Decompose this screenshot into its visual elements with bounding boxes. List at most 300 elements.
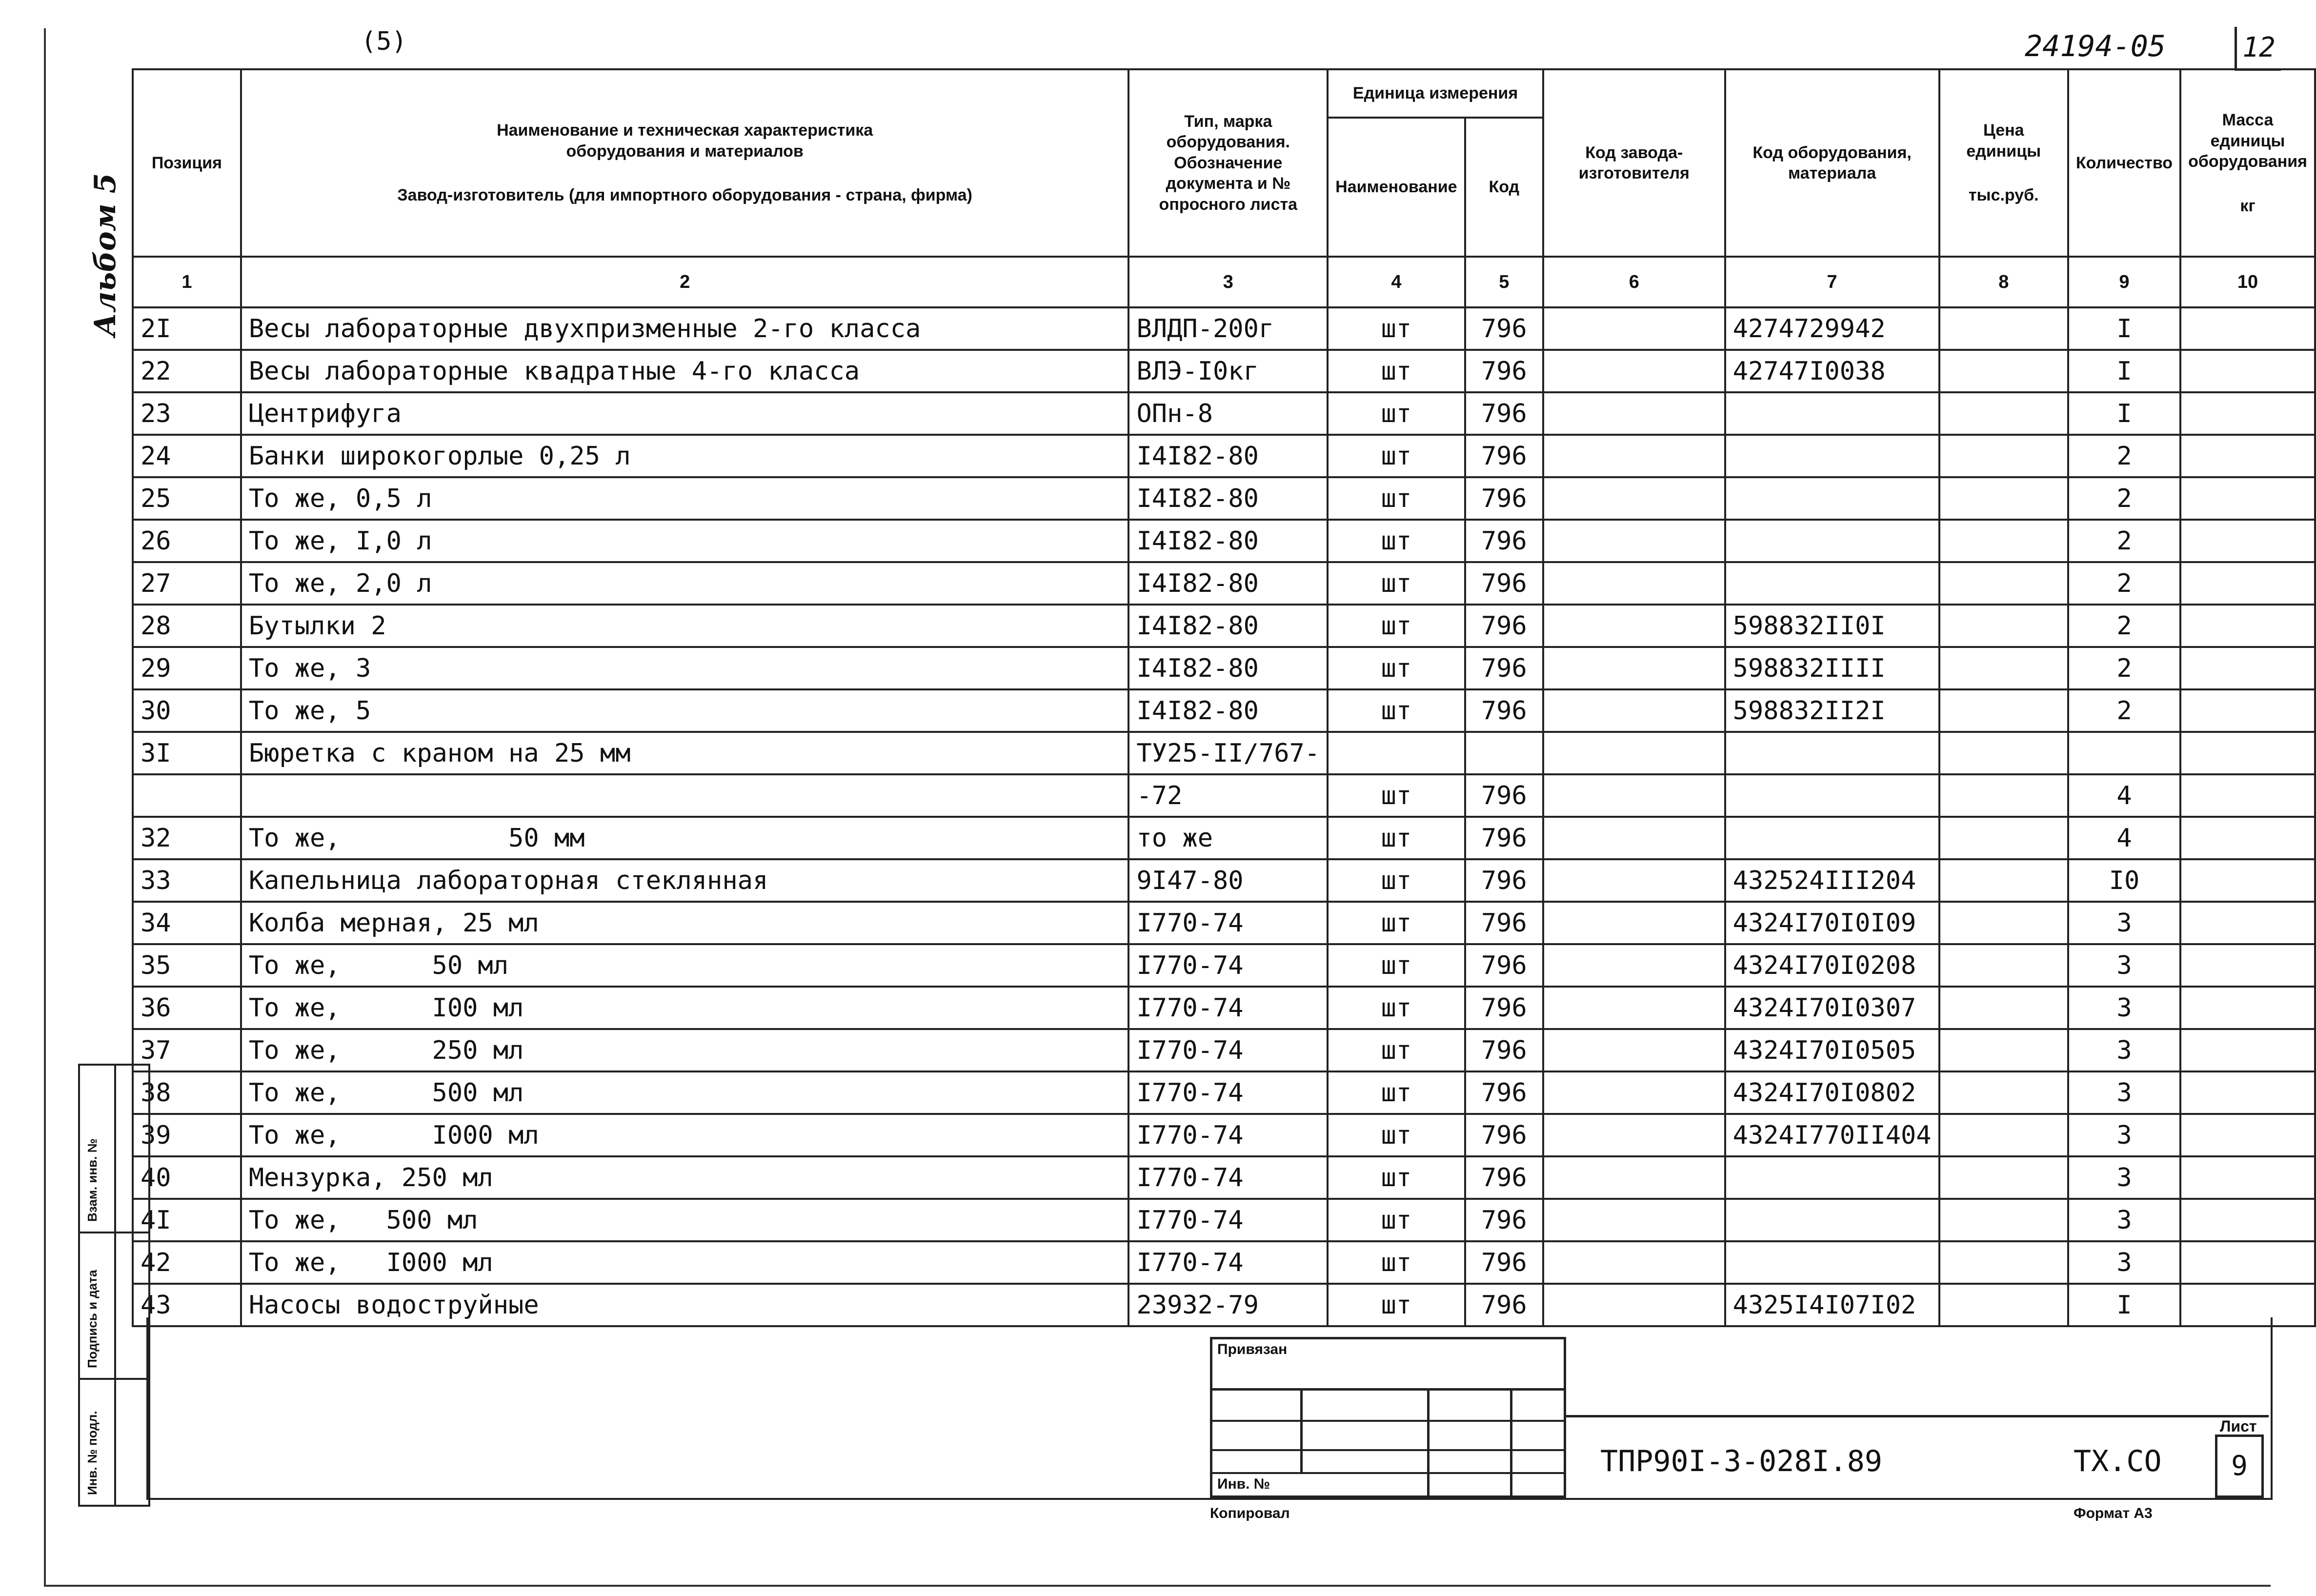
cell-maker-code xyxy=(1543,605,1725,647)
cell-type: I770-74 xyxy=(1128,1114,1328,1156)
cell-equip-code xyxy=(1725,732,1939,774)
cell-name: Бутылки 2 xyxy=(241,605,1129,647)
table-row xyxy=(133,1199,2315,1241)
cell-quantity: I0 xyxy=(2068,859,2180,902)
cell-quantity: I xyxy=(2068,392,2180,435)
cell-equip-code: 4324I70I0307 xyxy=(1725,987,1939,1029)
cell-quantity: 2 xyxy=(2068,689,2180,732)
cell-mass xyxy=(2180,605,2315,647)
cell-price xyxy=(1939,1029,2068,1071)
attached-label: Привязан xyxy=(1217,1341,1288,1357)
cell-quantity xyxy=(2068,732,2180,774)
cell-name: То же, 50 мл xyxy=(241,944,1129,987)
cell-maker-code xyxy=(1543,647,1725,689)
cell-type: I770-74 xyxy=(1128,1156,1328,1199)
cell-equip-code: 4324I70I0505 xyxy=(1725,1029,1939,1071)
cell-unit-code: 796 xyxy=(1465,350,1543,392)
cell-type: 23932-79 xyxy=(1128,1284,1328,1326)
cell-name: Весы лабораторные двухпризменные 2-го класса xyxy=(241,307,1129,350)
cell-unit-code: 796 xyxy=(1465,774,1543,817)
cell-unit: шт xyxy=(1328,774,1465,817)
cell-equip-code: 598832IIII xyxy=(1725,647,1939,689)
cell-mass xyxy=(2180,944,2315,987)
copied-by-label: Копировал xyxy=(1210,1505,1290,1521)
grid-line xyxy=(1510,1388,1512,1495)
cell-mass xyxy=(2180,732,2315,774)
col-header-type: Тип, марка оборудования. Обозначение документа и № опросного листа xyxy=(1128,69,1328,257)
cell-maker-code xyxy=(1543,987,1725,1029)
cell-price xyxy=(1939,435,2068,477)
cell-unit: шт xyxy=(1328,307,1465,350)
cell-maker-code xyxy=(1543,689,1725,732)
cell-unit: шт xyxy=(1328,350,1465,392)
cell-quantity: 2 xyxy=(2068,647,2180,689)
cell-position: 40 xyxy=(133,1156,241,1199)
cell-maker-code xyxy=(1543,350,1725,392)
table-row xyxy=(133,1156,2315,1199)
cell-name: То же, I000 мл xyxy=(241,1241,1129,1284)
cell-unit: шт xyxy=(1328,647,1465,689)
cell-type: I4I82-80 xyxy=(1128,562,1328,605)
cell-unit-code: 796 xyxy=(1465,520,1543,562)
mass-header-unit: кг xyxy=(2240,196,2256,215)
cell-price xyxy=(1939,307,2068,350)
title-block-attachment xyxy=(1210,1337,1566,1498)
cell-unit: шт xyxy=(1328,859,1465,902)
table-row xyxy=(133,562,2315,605)
mass-header-text: Масса единицы оборудования xyxy=(2188,111,2307,171)
album-text: Альбом 5 xyxy=(88,173,122,337)
cell-unit xyxy=(1328,732,1465,774)
column-number: 2 xyxy=(241,257,1129,307)
table-row xyxy=(133,520,2315,562)
cell-price xyxy=(1939,1114,2068,1156)
stamp-label-signature: Подпись и дата xyxy=(85,1270,100,1368)
table-row xyxy=(133,435,2315,477)
cell-quantity: 3 xyxy=(2068,1156,2180,1199)
cell-quantity: 3 xyxy=(2068,1199,2180,1241)
cell-unit-code: 796 xyxy=(1465,902,1543,944)
cell-name: То же, 0,5 л xyxy=(241,477,1129,520)
cell-unit-code: 796 xyxy=(1465,1241,1543,1284)
cell-equip-code xyxy=(1725,1241,1939,1284)
cell-equip-code xyxy=(1725,392,1939,435)
table-row xyxy=(133,350,2315,392)
cell-equip-code: 598832II0I xyxy=(1725,605,1939,647)
stamp-label-original-inv: Инв. № подл. xyxy=(85,1411,100,1495)
table-row xyxy=(133,859,2315,902)
cell-price xyxy=(1939,902,2068,944)
cell-mass xyxy=(2180,307,2315,350)
cell-position: 25 xyxy=(133,477,241,520)
cell-unit: шт xyxy=(1328,435,1465,477)
cell-type: I770-74 xyxy=(1128,1029,1328,1071)
cell-unit-code: 796 xyxy=(1465,1199,1543,1241)
table-row xyxy=(133,987,2315,1029)
table-row xyxy=(133,1029,2315,1071)
column-number: 1 xyxy=(133,257,241,307)
column-number: 6 xyxy=(1543,257,1725,307)
cell-price xyxy=(1939,817,2068,859)
cell-unit: шт xyxy=(1328,1241,1465,1284)
table-row xyxy=(133,1241,2315,1284)
cell-unit-code: 796 xyxy=(1465,647,1543,689)
cell-maker-code xyxy=(1543,1241,1725,1284)
table-row xyxy=(133,477,2315,520)
cell-mass xyxy=(2180,902,2315,944)
cell-price xyxy=(1939,944,2068,987)
cell-equip-code xyxy=(1725,562,1939,605)
table-row xyxy=(133,392,2315,435)
cell-equip-code xyxy=(1725,435,1939,477)
cell-type: I4I82-80 xyxy=(1128,647,1328,689)
cell-mass xyxy=(2180,392,2315,435)
cell-quantity: 2 xyxy=(2068,435,2180,477)
cell-type: I770-74 xyxy=(1128,987,1328,1029)
cell-name: То же, I,0 л xyxy=(241,520,1129,562)
cell-position: 3I xyxy=(133,732,241,774)
column-number: 7 xyxy=(1725,257,1939,307)
cell-equip-code: 42747I0038 xyxy=(1725,350,1939,392)
cell-type: I770-74 xyxy=(1128,902,1328,944)
cell-price xyxy=(1939,477,2068,520)
cell-name: Весы лабораторные квадратные 4-го класса xyxy=(241,350,1129,392)
cell-type: ТУ25-II/767- xyxy=(1128,732,1328,774)
cell-unit-code: 796 xyxy=(1465,944,1543,987)
cell-price xyxy=(1939,1071,2068,1114)
cell-unit-code: 796 xyxy=(1465,689,1543,732)
cell-price xyxy=(1939,562,2068,605)
cell-unit-code: 796 xyxy=(1465,859,1543,902)
cell-type: I4I82-80 xyxy=(1128,477,1328,520)
cell-quantity: 2 xyxy=(2068,520,2180,562)
cell-unit: шт xyxy=(1328,1029,1465,1071)
cell-price xyxy=(1939,1241,2068,1284)
cell-price xyxy=(1939,350,2068,392)
cell-name: Центрифуга xyxy=(241,392,1129,435)
column-number: 3 xyxy=(1128,257,1328,307)
cell-unit: шт xyxy=(1328,477,1465,520)
cell-price xyxy=(1939,1199,2068,1241)
table-row xyxy=(133,647,2315,689)
cell-maker-code xyxy=(1543,1199,1725,1241)
cell-quantity: I xyxy=(2068,1284,2180,1326)
cell-mass xyxy=(2180,562,2315,605)
price-header-text: Цена единицы xyxy=(1966,121,2041,161)
cell-equip-code: 4324I70I0I09 xyxy=(1725,902,1939,944)
cell-equip-code: 4324I70I0802 xyxy=(1725,1071,1939,1114)
cell-equip-code xyxy=(1725,774,1939,817)
cell-price xyxy=(1939,987,2068,1029)
cell-maker-code xyxy=(1543,1029,1725,1071)
cell-position: 22 xyxy=(133,350,241,392)
cell-unit: шт xyxy=(1328,1114,1465,1156)
cell-maker-code xyxy=(1543,307,1725,350)
cell-mass xyxy=(2180,859,2315,902)
cell-quantity: 3 xyxy=(2068,987,2180,1029)
cell-position: 29 xyxy=(133,647,241,689)
cell-price xyxy=(1939,774,2068,817)
cell-price xyxy=(1939,732,2068,774)
cell-type: ВЛЭ-I0кг xyxy=(1128,350,1328,392)
column-number: 10 xyxy=(2180,257,2315,307)
table-row xyxy=(133,902,2315,944)
cell-maker-code xyxy=(1543,944,1725,987)
cell-name xyxy=(241,774,1129,817)
cell-name: То же, I000 мл xyxy=(241,1114,1129,1156)
cell-unit-code: 796 xyxy=(1465,392,1543,435)
cell-maker-code xyxy=(1543,1114,1725,1156)
cell-name: Банки широкогорлые 0,25 л xyxy=(241,435,1129,477)
mass-header-gap xyxy=(2188,172,2307,196)
column-number-row xyxy=(133,257,2315,307)
cell-name: Бюретка с краном на 25 мм xyxy=(241,732,1129,774)
cell-position: 26 xyxy=(133,520,241,562)
cell-unit: шт xyxy=(1328,944,1465,987)
col-header-unit-group: Единица измерения xyxy=(1328,69,1543,118)
cell-name: То же, 250 мл xyxy=(241,1029,1129,1071)
cell-type: I4I82-80 xyxy=(1128,689,1328,732)
cell-unit: шт xyxy=(1328,817,1465,859)
cell-position: 34 xyxy=(133,902,241,944)
cell-quantity: 4 xyxy=(2068,817,2180,859)
title-block-frame xyxy=(146,1317,2273,1500)
cell-quantity: 3 xyxy=(2068,1071,2180,1114)
document-code: ТПР90I-3-028I.89 xyxy=(1600,1444,1882,1478)
cell-name: То же, 5 xyxy=(241,689,1129,732)
cell-unit-code: 796 xyxy=(1465,1071,1543,1114)
cell-mass xyxy=(2180,1241,2315,1284)
cell-quantity: 3 xyxy=(2068,1029,2180,1071)
cell-name: То же, 50 мм xyxy=(241,817,1129,859)
cell-position: 4I xyxy=(133,1199,241,1241)
name-header-gap xyxy=(249,162,1121,185)
cell-maker-code xyxy=(1543,1071,1725,1114)
table-row xyxy=(133,1071,2315,1114)
cell-unit: шт xyxy=(1328,1071,1465,1114)
cell-unit: шт xyxy=(1328,1284,1465,1326)
cell-mass xyxy=(2180,1114,2315,1156)
grid-line xyxy=(1300,1388,1303,1474)
col-header-name xyxy=(241,69,1129,257)
name-header-line-3: Завод-изготовитель (для импортного оборудования - страна, фирма) xyxy=(397,186,972,205)
name-header-line-1: Наименование и техническая характеристика xyxy=(497,121,873,140)
cell-type: то же xyxy=(1128,817,1328,859)
cell-position: 43 xyxy=(133,1284,241,1326)
cell-equip-code xyxy=(1725,1156,1939,1199)
cell-quantity: I xyxy=(2068,350,2180,392)
section-number: (5) xyxy=(361,27,407,56)
cell-unit: шт xyxy=(1328,689,1465,732)
cell-quantity: 3 xyxy=(2068,944,2180,987)
column-number: 8 xyxy=(1939,257,2068,307)
cell-type: I4I82-80 xyxy=(1128,520,1328,562)
cell-unit-code: 796 xyxy=(1465,1284,1543,1326)
price-header-gap xyxy=(1947,162,2060,185)
cell-type: I770-74 xyxy=(1128,1071,1328,1114)
cell-mass xyxy=(2180,1071,2315,1114)
cell-price xyxy=(1939,859,2068,902)
column-number: 5 xyxy=(1465,257,1543,307)
cell-equip-code xyxy=(1725,817,1939,859)
cell-unit: шт xyxy=(1328,1199,1465,1241)
cell-quantity: 2 xyxy=(2068,562,2180,605)
cell-position xyxy=(133,774,241,817)
cell-maker-code xyxy=(1543,1156,1725,1199)
cell-position: 36 xyxy=(133,987,241,1029)
cell-position: 30 xyxy=(133,689,241,732)
cell-position: 39 xyxy=(133,1114,241,1156)
cell-unit-code: 796 xyxy=(1465,562,1543,605)
table-row xyxy=(133,689,2315,732)
document-mark: ТХ.СО xyxy=(2074,1444,2162,1478)
cell-equip-code: 432524III204 xyxy=(1725,859,1939,902)
cell-name: Колба мерная, 25 мл xyxy=(241,902,1129,944)
cell-price xyxy=(1939,689,2068,732)
cell-quantity: I xyxy=(2068,307,2180,350)
column-number: 9 xyxy=(2068,257,2180,307)
grid-line xyxy=(1427,1388,1430,1495)
cell-position: 33 xyxy=(133,859,241,902)
table-row xyxy=(133,1114,2315,1156)
price-header-unit: тыс.руб. xyxy=(1968,186,2039,205)
col-header-unit-code: Код xyxy=(1465,118,1543,257)
stamp-cell-original-inv xyxy=(80,1378,148,1503)
page-corner-number: 12 xyxy=(2235,27,2281,71)
cell-maker-code xyxy=(1543,817,1725,859)
cell-mass xyxy=(2180,817,2315,859)
cell-position: 38 xyxy=(133,1071,241,1114)
cell-price xyxy=(1939,647,2068,689)
cell-maker-code xyxy=(1543,392,1725,435)
cell-unit-code: 796 xyxy=(1465,1029,1543,1071)
cell-mass xyxy=(2180,1029,2315,1071)
stamp-cell-replace-inv xyxy=(80,1066,148,1233)
cell-position: 23 xyxy=(133,392,241,435)
cell-equip-code: 4324I70I0208 xyxy=(1725,944,1939,987)
cell-quantity: 3 xyxy=(2068,1241,2180,1284)
cell-price xyxy=(1939,605,2068,647)
cell-type: -72 xyxy=(1128,774,1328,817)
table-row xyxy=(133,605,2315,647)
cell-unit-code: 796 xyxy=(1465,605,1543,647)
cell-quantity: 2 xyxy=(2068,477,2180,520)
cell-name: То же, 500 мл xyxy=(241,1199,1129,1241)
specification-table xyxy=(132,68,2316,1327)
name-header-line-2: оборудования и материалов xyxy=(566,141,804,161)
cell-equip-code: 598832II2I xyxy=(1725,689,1939,732)
cell-unit-code: 796 xyxy=(1465,435,1543,477)
inv-no-label: Инв. № xyxy=(1217,1476,1270,1492)
cell-maker-code xyxy=(1543,774,1725,817)
cell-type: ОПн-8 xyxy=(1128,392,1328,435)
cell-position: 2I xyxy=(133,307,241,350)
handwritten-doc-number: 24194-05 xyxy=(2025,29,2166,63)
cell-maker-code xyxy=(1543,562,1725,605)
col-header-mass xyxy=(2180,69,2315,257)
title-block-divider xyxy=(1566,1415,2269,1417)
cell-unit-code: 796 xyxy=(1465,817,1543,859)
cell-maker-code xyxy=(1543,435,1725,477)
cell-position: 32 xyxy=(133,817,241,859)
cell-price xyxy=(1939,520,2068,562)
cell-unit: шт xyxy=(1328,902,1465,944)
cell-unit: шт xyxy=(1328,562,1465,605)
table-row xyxy=(133,817,2315,859)
col-header-maker-code: Код завода-изготовителя xyxy=(1543,69,1725,257)
cell-position: 35 xyxy=(133,944,241,987)
cell-type: 9I47-80 xyxy=(1128,859,1328,902)
cell-unit-code: 796 xyxy=(1465,1114,1543,1156)
cell-position: 42 xyxy=(133,1241,241,1284)
cell-name: Мензурка, 250 мл xyxy=(241,1156,1129,1199)
cell-quantity: 2 xyxy=(2068,605,2180,647)
cell-maker-code xyxy=(1543,520,1725,562)
cell-unit: шт xyxy=(1328,605,1465,647)
cell-mass xyxy=(2180,1199,2315,1241)
cell-name: То же, I00 мл xyxy=(241,987,1129,1029)
column-number: 4 xyxy=(1328,257,1465,307)
cell-quantity: 4 xyxy=(2068,774,2180,817)
cell-equip-code: 4324I770II404 xyxy=(1725,1114,1939,1156)
cell-mass xyxy=(2180,647,2315,689)
cell-quantity: 3 xyxy=(2068,902,2180,944)
cell-equip-code xyxy=(1725,1199,1939,1241)
cell-position: 37 xyxy=(133,1029,241,1071)
cell-position: 24 xyxy=(133,435,241,477)
cell-mass xyxy=(2180,477,2315,520)
cell-type: I770-74 xyxy=(1128,1241,1328,1284)
cell-name: То же, 3 xyxy=(241,647,1129,689)
cell-type: I4I82-80 xyxy=(1128,605,1328,647)
cell-equip-code xyxy=(1725,477,1939,520)
cell-unit-code: 796 xyxy=(1465,307,1543,350)
header-row xyxy=(133,69,2315,118)
cell-unit-code: 796 xyxy=(1465,477,1543,520)
cell-type: ВЛДП-200г xyxy=(1128,307,1328,350)
cell-unit: шт xyxy=(1328,1156,1465,1199)
col-header-unit-name: Наименование xyxy=(1328,118,1465,257)
stamp-label-replace-inv: Взам. инв. № xyxy=(85,1138,100,1222)
cell-unit-code: 796 xyxy=(1465,1156,1543,1199)
cell-position: 27 xyxy=(133,562,241,605)
cell-name: Насосы водоструйные xyxy=(241,1284,1129,1326)
cell-equip-code xyxy=(1725,520,1939,562)
cell-mass xyxy=(2180,520,2315,562)
cell-maker-code xyxy=(1543,477,1725,520)
cell-mass xyxy=(2180,689,2315,732)
col-header-position: Позиция xyxy=(133,69,241,257)
table-row xyxy=(133,774,2315,817)
cell-name: То же, 500 мл xyxy=(241,1071,1129,1114)
table-row xyxy=(133,732,2315,774)
cell-name: Капельница лабораторная стеклянная xyxy=(241,859,1129,902)
col-header-qty: Количество xyxy=(2068,69,2180,257)
cell-equip-code: 4274729942 xyxy=(1725,307,1939,350)
album-label xyxy=(85,173,124,337)
table-row xyxy=(133,944,2315,987)
cell-mass xyxy=(2180,435,2315,477)
cell-position: 28 xyxy=(133,605,241,647)
cell-maker-code xyxy=(1543,902,1725,944)
cell-unit: шт xyxy=(1328,392,1465,435)
col-header-price xyxy=(1939,69,2068,257)
cell-name: То же, 2,0 л xyxy=(241,562,1129,605)
cell-unit: шт xyxy=(1328,987,1465,1029)
margin-stamp xyxy=(78,1064,150,1507)
cell-quantity: 3 xyxy=(2068,1114,2180,1156)
format-label: Формат А3 xyxy=(2074,1505,2153,1521)
